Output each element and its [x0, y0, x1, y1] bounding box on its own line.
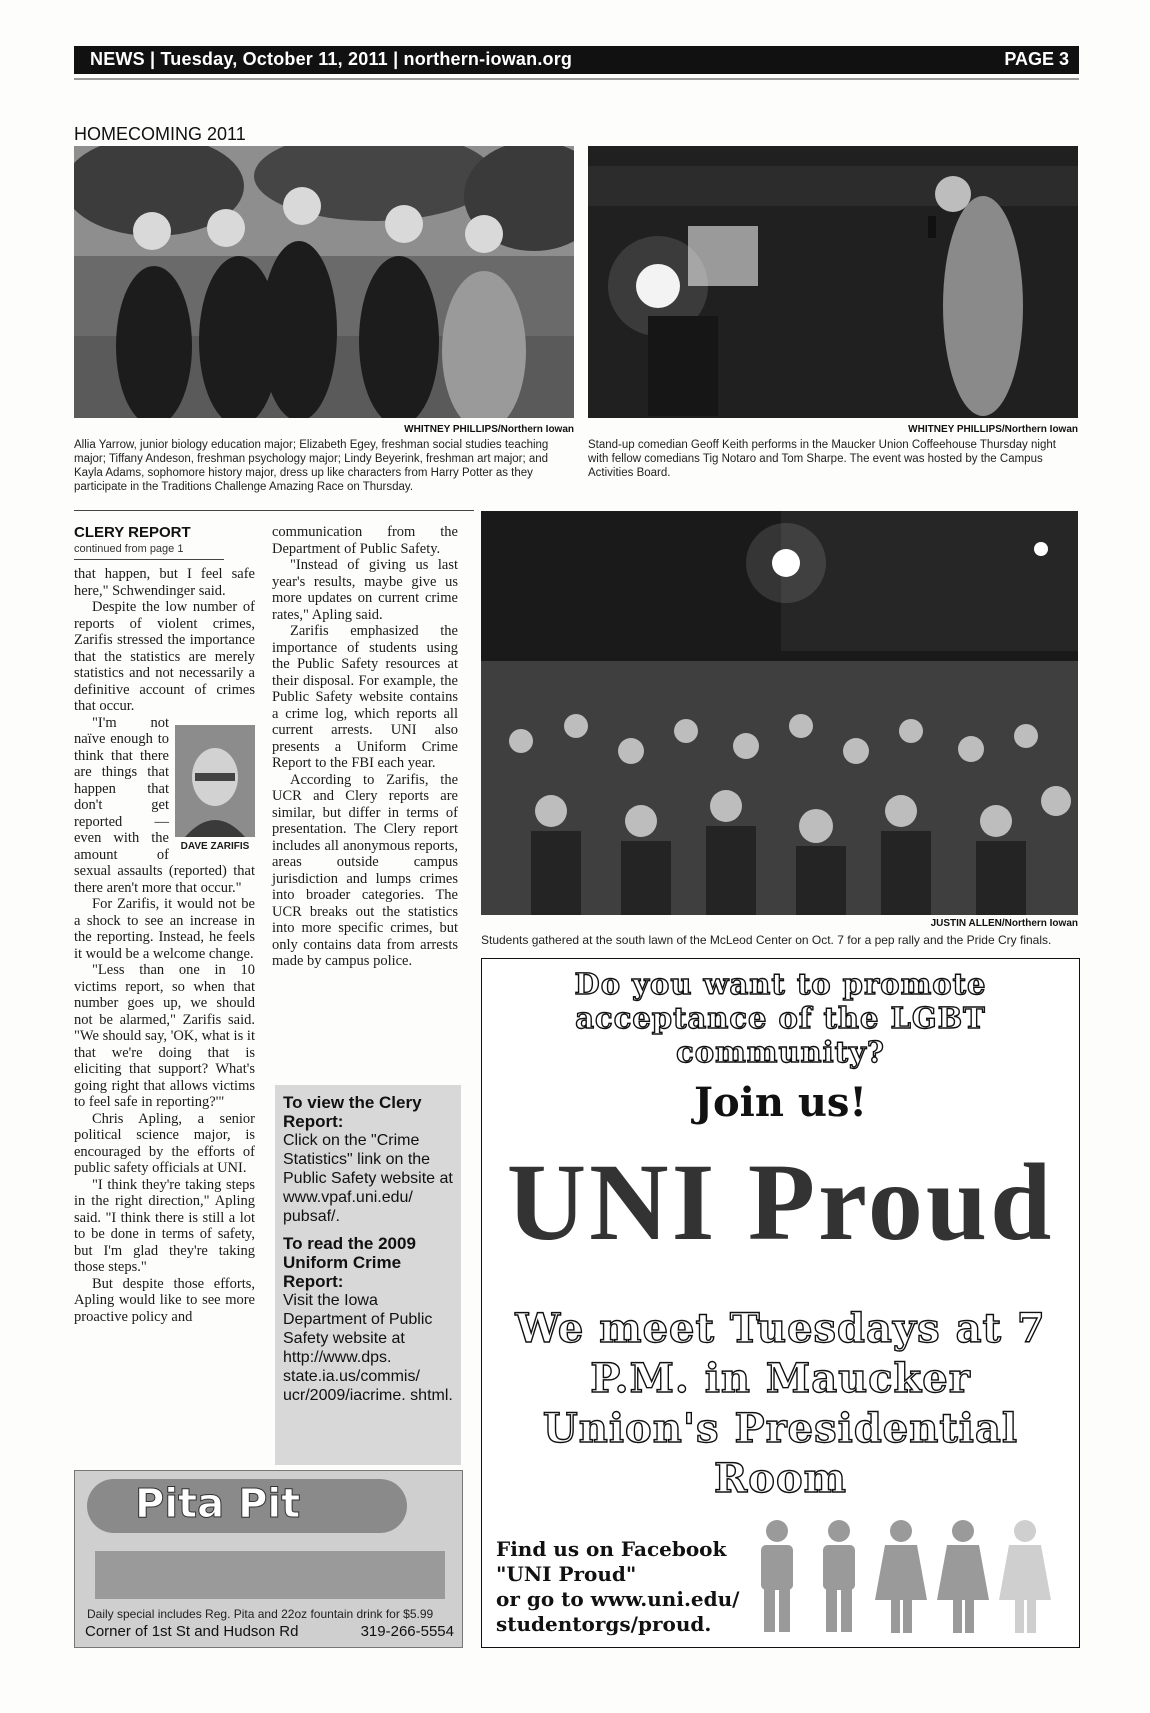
pita-address: Corner of 1st St and Hudson Rd [85, 1623, 299, 1640]
homecoming-photo-costumes [74, 146, 574, 418]
ad-question: Do you want to promote acceptance of the LGBT community? [574, 967, 987, 1069]
pita-daily-special: Daily special includes Reg. Pita and 22oz fountain drink for $5.99 [87, 1607, 434, 1621]
mugshot-zarifis [175, 725, 255, 856]
pita-specials-block [95, 1551, 445, 1599]
col2-paragraph: Zarifis emphasized the importance of students using the Public Safety resources at their disposal. For example, the Public Safety website contains a crime log, which reports all current arrests. UNI also presents a Uniform Crime Report to the FBI each year. [272, 623, 458, 771]
ad-meeting-info: We meet Tuesdays at 7 P.M. in Maucker Union's Presidential Room [515, 1305, 1046, 1502]
ad-facebook-line: or go to www.uni.edu/ [496, 1587, 740, 1611]
col1-paragraph: Chris Apling, a senior political science major, is encouraged by the efforts of public safety officials at UNI. [74, 1110, 255, 1176]
sidebar-heading-1: To view the Clery Report: [283, 1093, 422, 1131]
section-title: HOMECOMING 2011 [74, 124, 246, 144]
col2-paragraph: "Instead of giving us last year's results, maybe give us more updates on current crime rates," Apling said. [272, 557, 458, 623]
photo-caption-2: Stand-up comedian Geoff Keith performs in the Maucker Union Coffeehouse Thursday night with fellow comedians Tig Notaro and Tom Sharpe. The event was hosted by the Campus Activities Board. [588, 439, 1056, 479]
article-kicker: CLERY REPORT [74, 524, 191, 541]
header-section-date: NEWS | Tuesday, October 11, 2011 | northern-iowan.org [90, 49, 573, 69]
clery-info-sidebar [275, 1085, 461, 1465]
homecoming-photo-crowd [481, 511, 1078, 915]
pita-phone: 319-266-5554 [360, 1623, 454, 1640]
article-column-1 [74, 566, 255, 1325]
pita-logo: Pita Pit [135, 1481, 301, 1527]
sidebar-text-1: Click on the "Crime Statistics" link on the Public Safety website at www.vpaf.uni.edu/ pubsaf/. [283, 1132, 453, 1225]
col1-paragraph: But despite those efforts, Apling would like to see more proactive policy and [74, 1275, 255, 1325]
page-header-bar [74, 46, 1079, 74]
col1-paragraph: "I think they're taking steps in the right direction," Apling said. "I think there is still a lot to be done in terms of safety, but I'm glad they're taking those steps." [74, 1176, 255, 1275]
ad-join: Join us! [694, 1079, 867, 1126]
col1-paragraph: Despite the low number of reports of violent crimes, Zarifis stressed the importance that the statistics are merely statistics and not necessarily a definitive account of crimes that occur. [74, 599, 255, 714]
uni-proud-ad [481, 958, 1080, 1648]
col1-paragraph: that happen, but I feel safe here," Schwendinger said. [74, 566, 255, 599]
article-column-2 [272, 524, 458, 970]
sidebar-heading-2: To read the 2009 Uniform Crime Report: [283, 1234, 416, 1291]
ad-facebook-line: studentorgs/proud. [496, 1612, 712, 1636]
photo-caption-1: Allia Yarrow, junior biology education major; Elizabeth Egey, freshman social studies teaching major; Tiffany Andeson, freshman psychology major; Lindy Beyerink, freshman art major; and Kayla Adams, sophomore history major, dress up like characters from Harry Potter as they participate in the Traditions Challenge Amazing Race on Thursday. [74, 439, 549, 493]
photo-credit-2: WHITNEY PHILLIPS/Northern Iowan [908, 424, 1078, 435]
col1-paragraph: For Zarifis, it would not be a shock to see an increase in the reporting. Instead, he feels it would be a welcome change. [74, 896, 255, 962]
ad-facebook-info [496, 1537, 746, 1637]
ad-org-name: UNI Proud [506, 1141, 1055, 1263]
people-icons [747, 1517, 1067, 1637]
continued-line: continued from page 1 [74, 543, 184, 555]
article-rule [74, 510, 474, 511]
photo-credit-1: WHITNEY PHILLIPS/Northern Iowan [404, 424, 574, 435]
ad-facebook-line: "UNI Proud" [496, 1562, 637, 1586]
col2-paragraph: communication from the Department of Public Safety. [272, 524, 458, 557]
photo-credit-3: JUSTIN ALLEN/Northern Iowan [930, 918, 1078, 929]
pita-pit-ad [74, 1470, 463, 1648]
mugshot-label: DAVE ZARIFIS [180, 840, 250, 852]
sidebar-text-2: Visit the Iowa Department of Public Safety website at http://www.dps. state.ia.us/commis/ ucr/2009/iacrime. shtml. [283, 1292, 453, 1404]
col1-paragraph: "Less than one in 10 victims report, so when that number goes up, we should not be alarmed," Zarifis said. "We should say, 'OK, what is it that we're doing that is eliciting that support? What's going right that allows victims to feel safe in reporting?'" [74, 962, 255, 1110]
homecoming-photo-comedian [588, 146, 1078, 418]
header-rule [74, 78, 1079, 80]
photo-caption-3: Students gathered at the south lawn of the McLeod Center on Oct. 7 for a pep rally and the Pride Cry finals. [481, 933, 1052, 947]
col2-paragraph: According to Zarifis, the UCR and Clery reports are similar, but differ in terms of presentation. The Clery report includes all anonymous reports, areas outside campus jurisdiction and lumps crimes into broader categories. The UCR breaks out the statistics into more specific crimes, but only contains data from arrests made by campus police. [272, 771, 458, 969]
ad-facebook-line: Find us on Facebook [496, 1537, 727, 1561]
page-number: PAGE 3 [1004, 49, 1069, 69]
kicker-rule [74, 559, 224, 560]
col1-paragraph: "I'm not naïve enough to think that there are things that happen that don't get reported — even with the amount of sexual assaults (reported) that there aren't more that occur." [74, 714, 255, 896]
